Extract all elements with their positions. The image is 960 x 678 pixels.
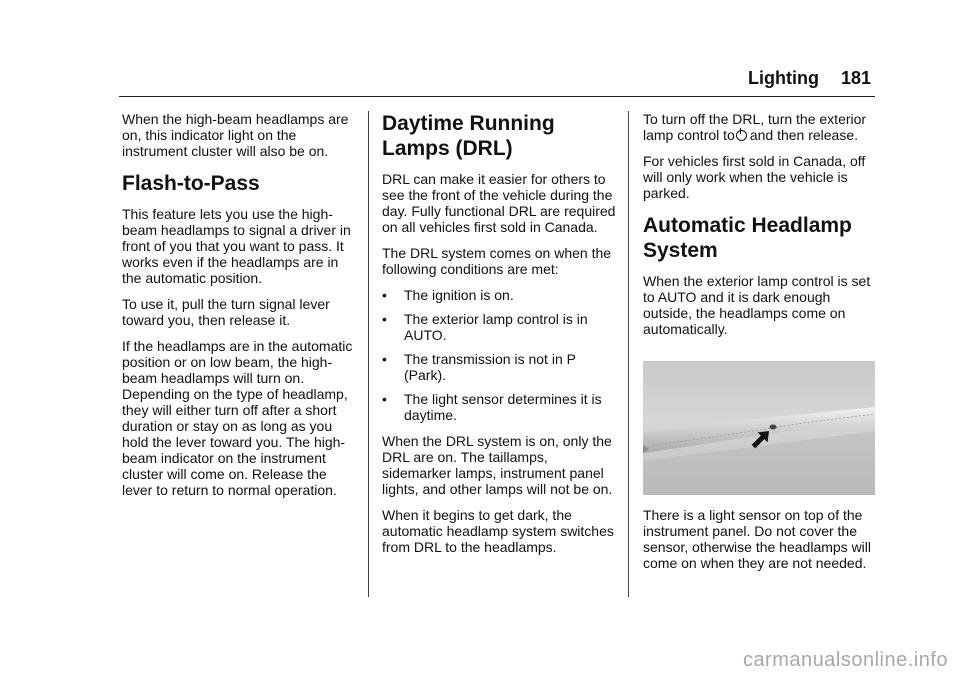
flash-to-pass-usage: To use it, pull the turn signal lever toward you, then release it. (122, 296, 330, 328)
column-divider-2 (628, 111, 629, 597)
high-beam-indicator-paragraph: When the high-beam headlamps are on, this indicator light on the instrument cluster will also be on. (122, 111, 349, 159)
watermark: carmanualsonline.info (742, 649, 948, 671)
flash-to-pass-heading: Flash-to-Pass (122, 172, 260, 195)
drl-off-text-start: To turn off the DRL, turn the exterior lamp control to (643, 111, 867, 143)
bullet-icon: • (382, 311, 387, 327)
column-2 (382, 111, 618, 565)
column-1 (122, 111, 358, 508)
canada-note-paragraph: For vehicles first sold in Canada, off will only work when the vehicle is parked. (643, 153, 866, 201)
light-sensor-paragraph: There is a light sensor on top of the instrument panel. Do not cover the sensor, otherwise the headlamps will come on when they are not needed. (643, 507, 872, 571)
list-item-text: The ignition is on. (404, 287, 514, 303)
list-item (382, 351, 618, 383)
list-item (382, 287, 618, 303)
bullet-icon: • (382, 391, 387, 407)
flash-to-pass-behavior: If the headlamps are in the automatic position or on low beam, the high-beam headlamps will turn on. Depending on the type of headlamp, they will either turn off after a short duration or stay on as long as you hold the lever toward you. The high-beam indicator on the instrument cluster will come on. Release the lever to return to normal operation. (122, 338, 353, 498)
drl-off-paragraph (643, 111, 879, 143)
list-item-text: The transmission is not in P (Park). (404, 351, 576, 383)
drl-intro: DRL can make it easier for others to see the front of the vehicle during the day. Fully functional DRL are required on all vehicles first sold in Canada. (382, 171, 616, 235)
flash-to-pass-intro: This feature lets you use the high-beam headlamps to signal a driver in front of you that you want to pass. It works even if the headlamps are in the automatic position. (122, 206, 351, 286)
bullet-icon: • (382, 351, 387, 367)
list-item (382, 311, 618, 343)
automatic-headlamp-heading: Automatic Headlamp System (643, 214, 852, 262)
light-sensor-illustration (643, 361, 875, 495)
drl-dark-paragraph: When it begins to get dark, the automatic headlamp system switches from DRL to the headlamps. (382, 507, 614, 555)
header-rule (119, 96, 875, 97)
light-sensor-image (643, 361, 875, 495)
drl-heading: Daytime Running Lamps (DRL) (382, 112, 555, 160)
page-number: 181 (841, 68, 872, 88)
page-section-title: Lighting (748, 68, 819, 88)
power-symbol-icon (736, 130, 747, 141)
bullet-icon: • (382, 287, 387, 303)
column-divider-1 (368, 111, 369, 597)
list-item-text: The exterior lamp control is in AUTO. (404, 311, 588, 343)
list-item (382, 391, 618, 423)
drl-conditions-list (382, 287, 618, 423)
drl-conditions-intro: The DRL system comes on when the following conditions are met: (382, 245, 612, 277)
drl-on-paragraph: When the DRL system is on, only the DRL are on. The taillamps, sidemarker lamps, instrument panel lights, and other lamps will not be on. (382, 433, 613, 497)
column-3 (643, 111, 879, 581)
list-item-text: The light sensor determines it is daytime. (404, 391, 602, 423)
drl-off-text-end: and then release. (749, 127, 859, 143)
automatic-headlamp-intro: When the exterior lamp control is set to AUTO and it is dark enough outside, the headlamps come on automatically. (643, 273, 871, 337)
